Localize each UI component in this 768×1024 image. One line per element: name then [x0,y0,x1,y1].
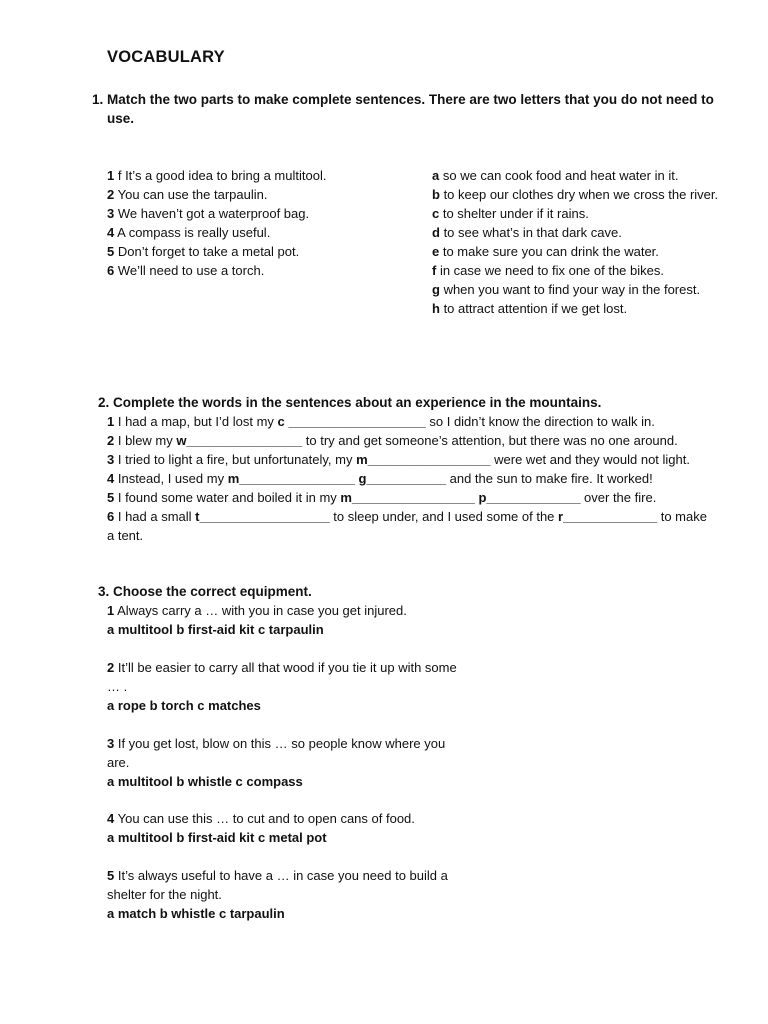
q1-right-item: b to keep our clothes dry when we cross the river. [432,187,719,202]
answer-options[interactable]: a multitool b first-aid kit c tarpaulin [107,622,324,637]
q2-item: 6 I had a small t__________________ to sleep under, and I used some of the r_____________ to make a tent. [107,509,707,543]
blank-field[interactable]: w________________ [176,433,303,448]
answer-options[interactable]: a match b whistle c tarpaulin [107,906,285,921]
q1-right-item: c to shelter under if it rains. [432,206,589,221]
q1-right-item: g when you want to find your way in the forest. [432,282,701,297]
q2-item: 3 I tried to light a fire, but unfortunately, my m_________________ were wet and they would not light. [107,452,690,467]
blank-field[interactable]: c ___________________ [277,414,426,429]
q1-right-item: a so we can cook food and heat water in it. [432,168,679,183]
blank-field[interactable]: r_____________ [558,509,658,524]
q1-left-item: 2 You can use the tarpaulin. [107,187,268,202]
answer-options[interactable]: a rope b torch c matches [107,698,261,713]
blank-field[interactable]: m________________ g___________ [227,471,447,486]
q3-item: 4 You can use this … to cut and to open cans of food. a multitool b first-aid kit c metal pot [107,809,467,847]
q3-item: 3 If you get lost, blow on this … so people know where you are. a multitool b whistle c compass [107,734,467,791]
answer-options[interactable]: a multitool b whistle c compass [107,774,303,789]
q3-item: 2 It’ll be easier to carry all that wood if you tie it up with some … . a rope b torch c matches [107,658,467,715]
q2-heading: 2. Complete the words in the sentences about an experience in the mountains. [98,395,602,410]
q1-left-item: 5 Don’t forget to take a metal pot. [107,244,300,259]
q1-left-item: 4 A compass is really useful. [107,225,271,240]
q2-item: 4 Instead, I used my m________________ g___________ and the sun to make fire. It worked! [107,471,653,486]
q2-item: 2 I blew my w________________ to try and get someone’s attention, but there was no one around. [107,433,678,448]
q1-right-column [432,166,722,318]
q3-heading: 3. Choose the correct equipment. [98,584,312,599]
q1-left-item: 1 f It’s a good idea to bring a multitool. [107,168,327,183]
q1-left-item: 6 We’ll need to use a torch. [107,263,265,278]
q1-right-item: f in case we need to fix one of the bikes. [432,263,664,278]
q1-text: Match the two parts to make complete sentences. There are two letters that you do not need to use. [107,92,714,126]
q1-right-item: d to see what’s in that dark cave. [432,225,622,240]
q1-right-item: h to attract attention if we get lost. [432,301,628,316]
q2-item: 5 I found some water and boiled it in my m_________________ p_____________ over the fire. [107,490,657,505]
q1-instruction [92,90,722,128]
answer-options[interactable]: a multitool b first-aid kit c metal pot [107,830,327,845]
q1-number: 1. [92,92,104,107]
blank-field[interactable]: m_________________ p_____________ [340,490,581,505]
q3-item: 1 Always carry a … with you in case you get injured. a multitool b first-aid kit c tarpaulin [107,601,467,639]
page-title: VOCABULARY [107,48,225,66]
q2-item: 1 I had a map, but I’d lost my c ___________________ so I didn’t know the direction to walk in. [107,414,655,429]
q1-left-item: 3 We haven’t got a waterproof bag. [107,206,310,221]
q1-right-item: e to make sure you can drink the water. [432,244,659,259]
q3-item: 5 It’s always useful to have a … in case you need to build a shelter for the night. a match b whistle c tarpaulin [107,866,467,923]
q1-left-column [107,166,407,280]
blank-field[interactable]: t__________________ [195,509,330,524]
blank-field[interactable]: m_________________ [356,452,491,467]
q2-items [107,412,717,545]
